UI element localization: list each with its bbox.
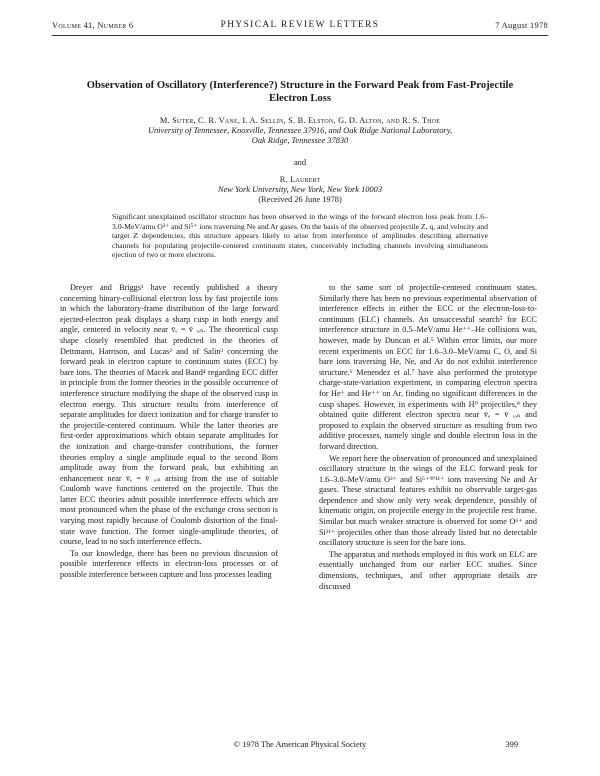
second-author-affiliation: New York University, New York, New York 10003	[217, 185, 383, 194]
received-date: (Received 26 June 1978)	[258, 195, 342, 204]
author-conjunction: and	[293, 158, 307, 167]
body-column-left	[60, 283, 278, 581]
page-footer	[0, 740, 600, 752]
author-block	[60, 116, 540, 146]
author-affiliation-1: University of Tennessee, Knoxville, Tennessee 37916, and Oak Ridge National Laboratory,	[147, 126, 453, 135]
page-number: 399	[505, 740, 518, 749]
body-paragraph: The apparatus and methods employed in this work on ELC are essentially unchanged from our earlier ECC studies. Since dimensions, techniques, and other appropriate details are discussed	[319, 549, 537, 591]
second-author-name: R. Laubert	[279, 175, 321, 184]
author-affiliation-2: Oak Ridge, Tennessee 37830	[251, 136, 349, 145]
header-divider	[52, 35, 548, 36]
volume-number: Volume 41, Number 6	[52, 21, 134, 30]
issue-date: 7 August 1978	[495, 21, 548, 30]
second-author-block	[60, 175, 540, 205]
body-column-right	[319, 283, 537, 592]
abstract: Significant unexplained oscillator structure has been observed in the wings of the forward electron loss peak from 1.6–3.0-MeV/amu O³⁺ and Si⁵⁺ ions traversing Ne and Ar gases. On the basis of the observed projectile Z, q, and velocity and target Z dependencies, this structure appears likely to arise from interference of amplitudes describing alternative channels for populating projectile-centered continuum states, conceivably including channels involving simultaneous ejection of two or more electrons.	[112, 212, 488, 260]
author-names: M. Suter, C. R. Vane, I. A. Sellin, S. B. Elston, G. D. Alton, and R. S. Thoe	[159, 116, 441, 125]
body-paragraph: Dreyer and Briggs¹ have recently published a theory concerning binary-collisional electron loss by fast projectile ions in which the laboratory-frame distribution of the large forward ejected-electron peak displays a sharp cusp in both energy and angle, centered in velocity near v̄ₑ = v̄ ᵢₒₙ. The theoretical cusp shape closely resembled that predicted in the theories of Dettmann, Harrison, and Lucas² and of Salin³ concerning the forward peak in electron capture to continuum states (ECC) by bare ions. The theories of Macek and Band⁴ regarding ECC differ in principle from the former theories in the possible occurrence of interference structure modifying the shape of the observed cusp in electron energy. This structure results from interference of separate amplitudes for direct ionization and for charge transfer to the projectile-centered continuum. While the latter theories are first-order approximations which obtain separate amplitudes for the ionization and charge-transfer contributions, the former theories employ a single amplitude equal to the second Born amplitude away from the forward peak, but exhibiting an enhancement near v̄ₑ = v̄ ᵢₒₙ arising from the use of suitable Coulomb wave functions centered on the projectile. Thus the latter ECC theories admit possible interference effects which are most pronounced when the phase of the exchange cross section is varying most rapidly because of Coulomb distortion of the final-state wave function. The former single-amplitude theories, of course, lead to no such interference effects.	[60, 283, 278, 547]
body-paragraph: We report here the observation of pronounced and unexplained oscillatory structure in the wings of the ELC forward peak for 1.6–3.0–MeV/amu O³⁺ and Si⁵⁺'⁸'¹¹⁺ ions traversing Ne and Ar gases. These structural features exhibit no observable target-gas dependence and show only very weak dependence, possibly of kinematic origin, on projectile energy in the projectile rest frame. Similar but much weaker structure is observed for some O⁶⁺ and Si¹¹⁺ projectiles other than those already listed but no detectable oscillatory structure is seen for the bare ions.	[319, 453, 537, 548]
article-title: Observation of Oscillatory (Interference?) Structure in the Forward Peak from Fast-Projectile Electron Loss	[86, 80, 514, 104]
running-head	[52, 20, 548, 34]
body-paragraph: To our knowledge, there has been no previous discussion of possible interference effects in electron-loss processes or of possible interference between capture and loss processes leading	[60, 548, 278, 580]
journal-name: PHYSICAL REVIEW LETTERS	[220, 20, 380, 30]
copyright-notice: © 1978 The American Physical Society	[233, 740, 367, 749]
body-paragraph: to the same sort of projectile-centered continuum states. Similarly there has been no previous experimental observation of interference effects in either the ECC or the electron-loss-to-continuum (ELC) channels. An unsuccessful search⁵ for ECC interference structure in 0.5–MeV/amu He⁺⁺–He collisions was, however, made by Duncan et al.⁵ Within error limits, our more recent experiments on ECC for 1.6–3.0–MeV/amu C, O, and Si bare ions traversing He, Ne, and Ar do not exhibit interference structure.⁶ Menendez et al.⁷ have also performed the prototype charge-state-variation experiment, in comparing electron spectra for He⁺ and He⁺⁺ on Ar, finding no significant differences in the cusp shapes. However, in experiments with H⁰ projectiles,⁸ they obtained quite different electron spectra near v̄ₑ = v̄ ᵢₒₙ and proposed to explain the observed structure as resulting from two additive processes, namely single and double electron loss in the forward direction.	[319, 283, 537, 451]
